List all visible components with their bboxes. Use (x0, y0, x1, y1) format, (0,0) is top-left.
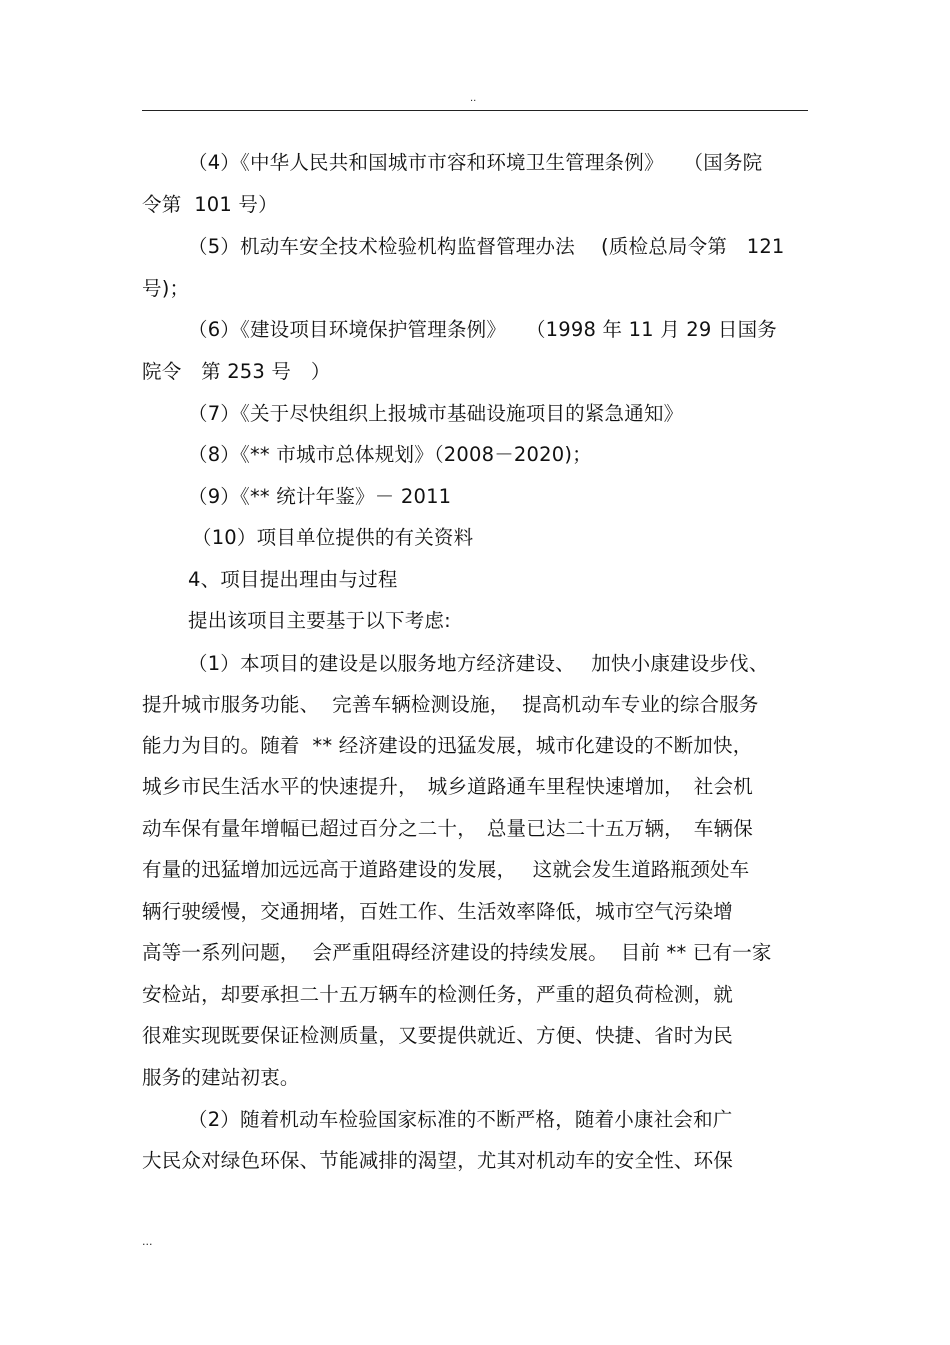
header-mark: .. (470, 93, 477, 104)
text-line: 高等一系列问题， 会严重阻碍经济建设的持续发展。 目前 ** 已有一家 (142, 941, 772, 964)
text-line: 号)； (142, 277, 190, 300)
text-line: 城乡市民生活水平的快速提升， 城乡道路通车里程快速增加， 社会机 (142, 775, 753, 798)
text-line: （2）随着机动车检验国家标准的不断严格，随着小康社会和广 (188, 1108, 733, 1131)
text-line: 服务的建站初衷。 (142, 1066, 300, 1089)
text-line: 提出该项目主要基于以下考虑: (188, 609, 451, 632)
text-line: （9）《** 统计年鉴》－ 2011 (188, 485, 452, 508)
text-line: 院令 第 253 号 ） (142, 360, 331, 383)
text-line: （7）《关于尽快组织上报城市基础设施项目的紧急通知》 (188, 402, 684, 425)
text-line: （6）《建设项目环境保护管理条例》 （1998 年 11 月 29 日国务 (188, 318, 778, 341)
header-rule (142, 110, 808, 111)
text-line: 辆行驶缓慢，交通拥堵，百姓工作、生活效率降低，城市空气污染增 (142, 900, 734, 923)
text-line: （5）机动车安全技术检验机构监督管理办法 (质检总局令第 121 (188, 235, 785, 258)
text-line: 动车保有量年增幅已超过百分之二十， 总量已达二十五万辆， 车辆保 (142, 817, 753, 840)
text-line: 大民众对绿色环保、节能减排的渴望，尤其对机动车的安全性、环保 (142, 1149, 734, 1172)
footer-mark: ... (142, 1235, 153, 1248)
text-line: （8）《** 市城市总体规划》（2008－2020)； (188, 443, 592, 466)
text-line: （10）项目单位提供的有关资料 (192, 526, 474, 549)
text-line: 令第 101 号） (142, 193, 278, 216)
section-heading: 4、项目提出理由与过程 (188, 568, 398, 591)
text-line: （1）本项目的建设是以服务地方经济建设、 加快小康建设步伐、 (188, 652, 769, 675)
text-line: 提升城市服务功能、 完善车辆检测设施， 提高机动车专业的综合服务 (142, 693, 759, 716)
text-line: 很难实现既要保证检测质量，又要提供就近、方便、快捷、省时为民 (142, 1024, 734, 1047)
text-line: （4）《中华人民共和国城市市容和环境卫生管理条例》 （国务院 (188, 151, 763, 174)
text-line: 能力为目的。随着 ** 经济建设的迅猛发展，城市化建设的不断加快， (142, 734, 753, 757)
text-line: 安检站，却要承担二十五万辆车的检测任务，严重的超负荷检测，就 (142, 983, 734, 1006)
text-line: 有量的迅猛增加远远高于道路建设的发展， 这就会发生道路瓶颈处车 (142, 858, 750, 881)
